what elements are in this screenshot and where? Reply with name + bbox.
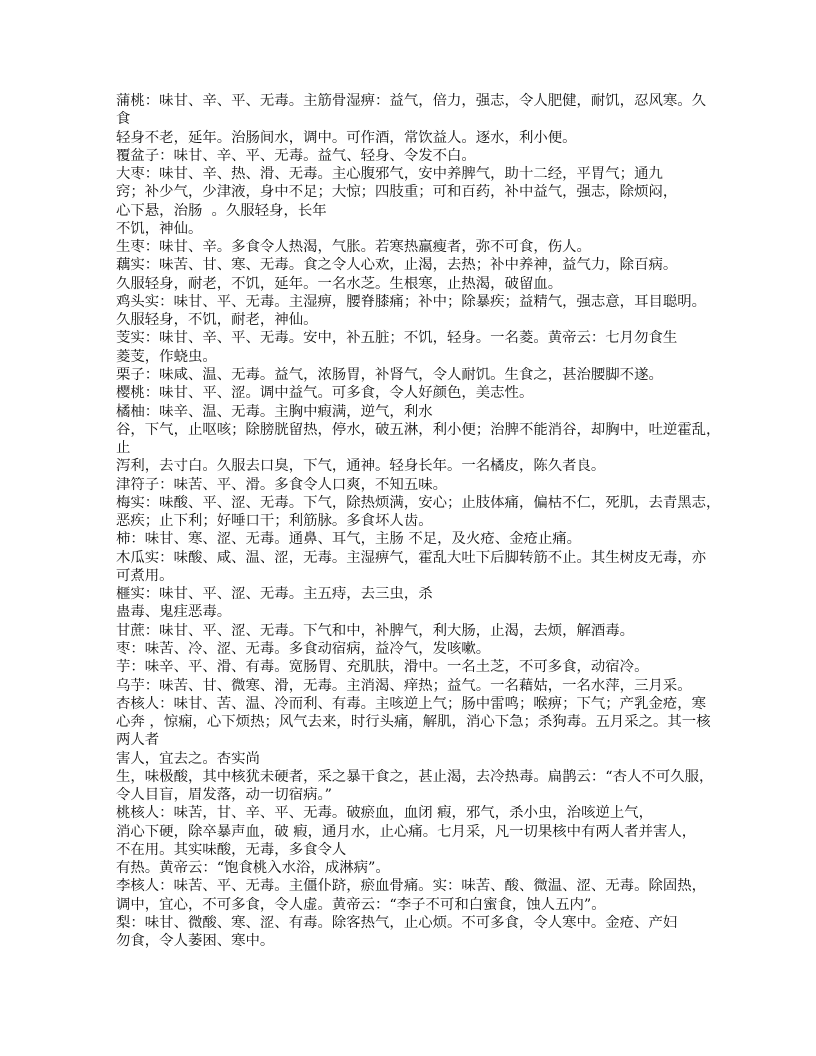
document-body bbox=[116, 92, 721, 950]
text-line: 泻利，去寸白。久服去口臭，下气，通神。轻身长年。一名橘皮，陈久者良。 bbox=[116, 458, 606, 475]
text-line: 有热。黄帝云：“饱食桃入水浴，成淋病”。 bbox=[116, 860, 390, 877]
text-line: 杏核人：味甘、苦、温、冷而利、有毒。主咳逆上气；肠中雷鸣；喉痹；下气；产乳金疮，寒 bbox=[116, 695, 707, 712]
text-line: 恶疾；止下利；好唾口干；利筋脉。多食坏人齿。 bbox=[116, 513, 433, 530]
text-line: 两人者 bbox=[116, 732, 160, 749]
text-line: 窍；补少气，少津液，身中不足；大惊；四肢重；可和百药，补中益气，强志，除烦闷， bbox=[116, 184, 678, 201]
text-line: 桃核人：味苦，甘、辛、平、无毒。破瘀血，血闭 瘕，邪气，杀小虫，治咳逆上气， bbox=[116, 805, 654, 822]
text-line: 栗子：味咸、温、无毒。益气，浓肠胃，补肾气，令人耐饥。生食之，甚治腰脚不遂。 bbox=[116, 366, 663, 383]
text-line: 梨：味甘、微酸、寒、涩、有毒。除客热气，止心烦。不可多食，令人寒中。金疮、产妇 bbox=[116, 914, 678, 931]
text-line: 不在用。其实味酸，无毒，多食令人 bbox=[116, 841, 347, 858]
text-line: 橘柚：味辛、温、无毒。主胸中瘕满，逆气，利水 bbox=[116, 403, 433, 420]
text-line: 木瓜实：味酸、咸、温、涩，无毒。主湿痹气，霍乱大吐下后脚转筋不止。其生树皮无毒，亦 bbox=[116, 549, 707, 566]
text-line: 心奔 ，惊痫，心下烦热；风气去来，时行头痛，解肌，消心下急；杀狗毒。五月采之。其一核 bbox=[116, 714, 711, 731]
text-line: 生枣：味甘、辛。多食令人热渴，气胀。若寒热羸瘦者，弥不可食，伤人。 bbox=[116, 239, 591, 256]
text-line: 津符子：味苦、平、滑。多食令人口爽，不知五味。 bbox=[116, 476, 447, 493]
text-line: 害人，宜去之。杏实尚 bbox=[116, 750, 260, 767]
text-line: 榧实：味甘、平、涩、无毒。主五痔，去三虫，杀 bbox=[116, 586, 433, 603]
text-line: 久服轻身，耐老，不饥，延年。一名水芝。生根寒，止热渴，破留血。 bbox=[116, 275, 563, 292]
text-line: 藕实：味苦、甘、寒、无毒。食之令人心欢，止渴，去热；补中养神，益气力，除百病。 bbox=[116, 257, 678, 274]
text-line: 枣：味苦、冷、涩、无毒。多食动宿病，益冷气，发咳嗽。 bbox=[116, 640, 491, 657]
text-line: 生，味极酸，其中核犹未硬者，采之暴干食之，甚止渴，去冷热毒。扁鹊云：“杏人不可久服， bbox=[116, 768, 714, 785]
text-line: 梅实：味酸、平、涩、无毒。下气，除热烦满，安心；止肢体痛，偏枯不仁，死肌，去青黑志， bbox=[116, 494, 721, 511]
text-line: 心下悬，治肠 。久服轻身，长年 bbox=[116, 202, 327, 219]
text-line: 轻身不老，延年。治肠间水，调中。可作酒，常饮益人。逐水，利小便。 bbox=[116, 129, 577, 146]
text-line: 消心下硬，除卒暴声血，破 瘕，通月水，止心痛。七月采，凡一切果核中有两人者并害人， bbox=[116, 823, 697, 840]
text-line: 蛊毒、鬼疰恶毒。 bbox=[116, 604, 232, 621]
text-line: 乌芋：味苦、甘、微寒、滑，无毒。主消渴、痒热；益气。一名藉姑，一名水萍，三月采。 bbox=[116, 677, 692, 694]
text-line: 樱桃：味甘、平、涩。调中益气。可多食，令人好颜色，美志性。 bbox=[116, 385, 534, 402]
text-line: 久服轻身，不饥，耐老，神仙。 bbox=[116, 312, 318, 329]
text-line: 芋：味辛、平、滑、有毒。宽肠胃、充肌肤，滑中。一名土芝，不可多食，动宿冷。 bbox=[116, 659, 649, 676]
text-line: 大枣：味甘、辛、热、滑、无毒。主心腹邪气，安中养脾气，助十二经，平胃气；通九 bbox=[116, 166, 663, 183]
text-line: 甘蔗：味甘、平、涩、无毒。下气和中，补脾气，利大肠，止渴，去烦，解酒毒。 bbox=[116, 622, 635, 639]
text-line: 可煮用。 bbox=[116, 567, 174, 584]
text-line: 勿食，令人萎困、寒中。 bbox=[116, 933, 275, 950]
text-line: 芰实：味甘、辛、平、无毒。安中，补五脏；不饥，轻身。一名菱。黄帝云：七月勿食生 bbox=[116, 330, 678, 347]
text-line: 鸡头实：味甘、平、无毒。主湿痹，腰脊膝痛；补中；除暴疾；益精气，强志意，耳目聪明。 bbox=[116, 293, 707, 310]
text-line: 柿：味甘、寒、涩、无毒。通鼻、耳气，主肠 不足，及火疮、金疮止痛。 bbox=[116, 531, 582, 548]
text-line: 不饥，神仙。 bbox=[116, 220, 203, 237]
text-line: 止 bbox=[116, 440, 131, 457]
text-line: 蒲桃：味甘、辛、平、无毒。主筋骨湿痹：益气，倍力，强志，令人肥健，耐饥，忍风寒。久 bbox=[116, 93, 707, 109]
text-line: 调中，宜心，不可多食，令人虚。黄帝云：“李子不可和白蜜食，蚀人五内”。 bbox=[116, 896, 606, 913]
text-line: 谷，下气，止呕咳；除膀胱留热，停水，破五淋，利小便；治脾不能消谷，却胸中，吐逆霍乱， bbox=[116, 421, 721, 438]
text-line: 食 bbox=[116, 111, 131, 128]
text-line: 菱芰，作蛲虫。 bbox=[116, 348, 217, 365]
text-line: 令人目盲，眉发落，动一切宿病。” bbox=[116, 787, 333, 804]
text-line: 李核人：味苦、平、无毒。主僵仆跻，瘀血骨痛。实：味苦、酸、微温、涩、无毒。除固热， bbox=[116, 878, 707, 895]
text-line: 覆盆子：味甘、辛、平、无毒。益气、轻身、令发不白。 bbox=[116, 147, 476, 164]
